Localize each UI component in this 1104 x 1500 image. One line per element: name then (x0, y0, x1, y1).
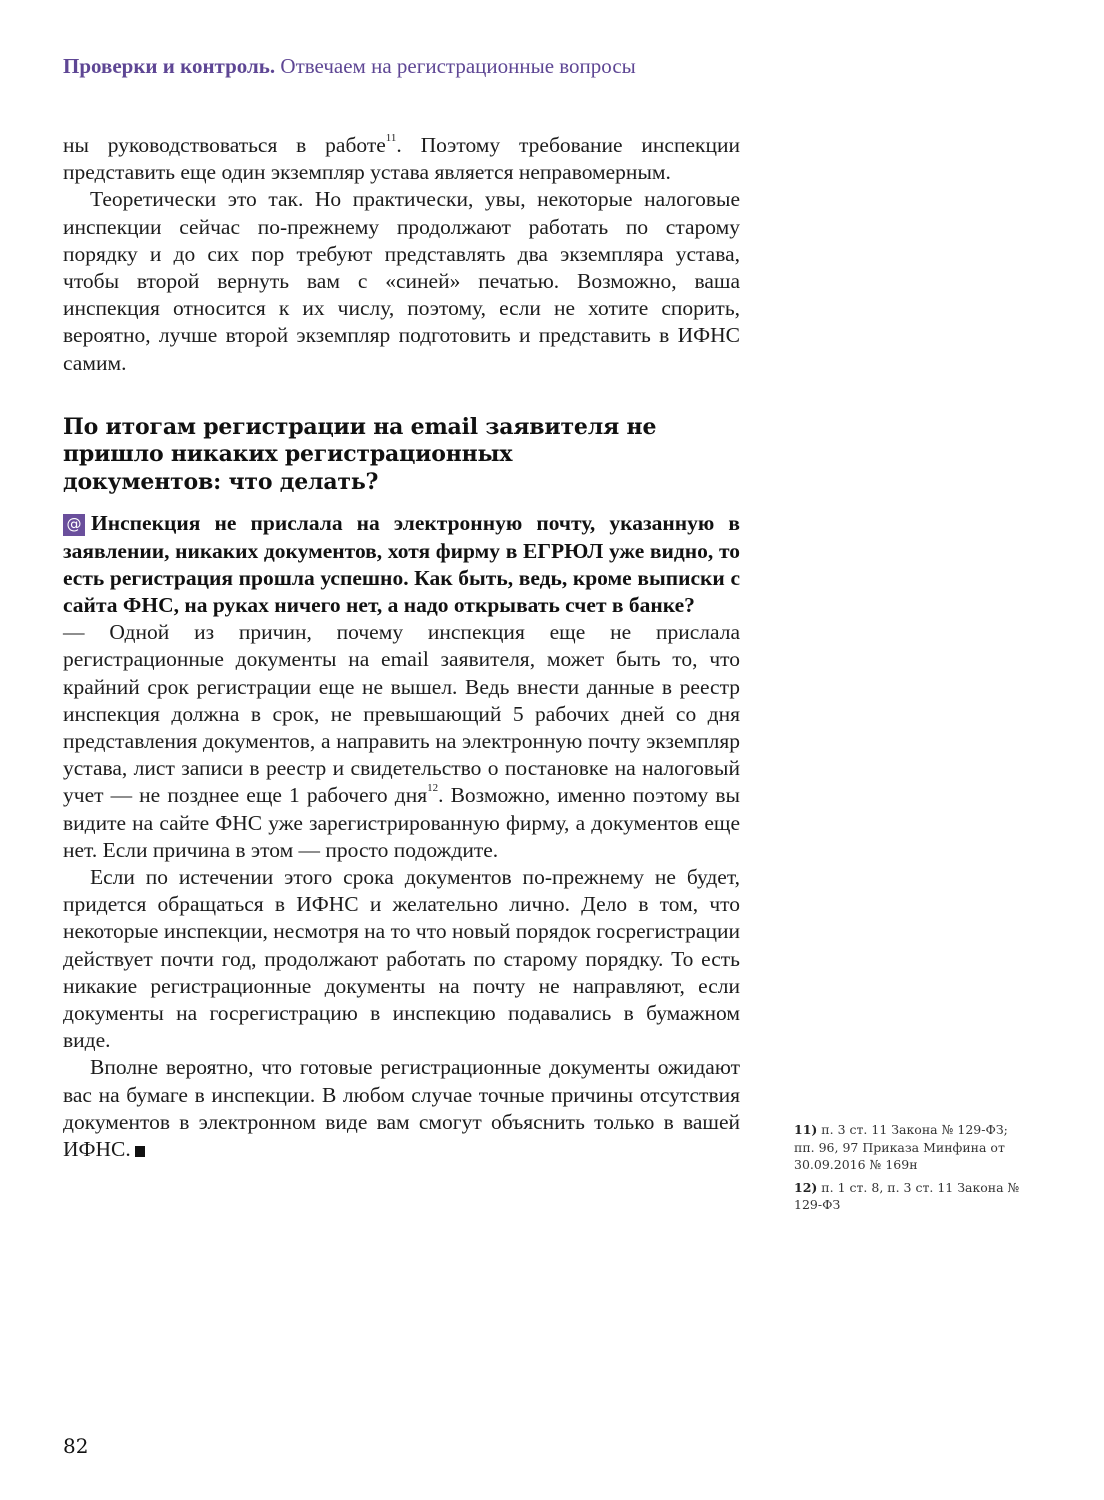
footnote-12 (794, 1179, 1024, 1214)
end-of-article-mark-icon (135, 1146, 145, 1157)
answer-paragraph (63, 619, 740, 864)
footnote-text: п. 1 ст. 8, п. 3 ст. 11 Закона № 129-ФЗ (794, 1179, 1020, 1212)
paragraph: Теоретически это так. Но практически, увы, некоторые налоговые инспекции сейчас по-прежнему продолжают работать по старому порядку и до сих пор требуют представлять два экземпляра устава, чтобы второй вернуть вам с «синей» печатью. Возможно, ваша инспекция относится к их числу, поэтому, если не хотите спорить, вероятно, лучше второй экземпляр подготовить и представить в ИФНС самим. (63, 187, 740, 375)
footnote-text: п. 3 ст. 11 Закона № 129-ФЗ; пп. 96, 97 Приказа Минфина от 30.09.2016 № 169н (794, 1122, 1008, 1172)
question-block (63, 510, 740, 619)
paragraph: Если по истечении этого срока документов по-прежнему не будет, придется обращаться в ИФНС и желательно лично. Дело в том, что некоторые инспекции, несмотря на то что новый порядок госрегистрации действует почти год, продолжают работать по старому порядку. То есть никакие регистрационные документы на почту не направляют, если документы на госрегистрацию в инспекцию подавались в бумажном виде. (63, 864, 740, 1053)
paragraph-final (63, 1054, 740, 1163)
paragraph-text: — Одной из причин, почему инспекция еще не прислала регистрационные документы на email заявителя, может быть то, что крайний срок регистрации еще не вышел. Ведь внести данные в реестр инспекция должна в срок, не превышающий 5 рабочих дней со дня представления документов, а направить на электронную почту экземпляр устава, лист записи в реестр и свидетельство о постановке на налоговый учет — не позднее еще 1 рабочего дня (63, 620, 740, 808)
paragraph-text: Вполне вероятно, что готовые регистрационные документы ожидают вас на бумаге в инспекции. В любом случае точные причины отсутствия документов в электронном виде вам смогут объяснить только в вашей ИФНС. (63, 1055, 740, 1161)
paragraph-text: . Поэтому требование инспекции представить еще один экземпляр устава является неправомерным. (63, 133, 740, 185)
main-column (63, 132, 740, 1163)
footnote-ref-11[interactable]: 11 (385, 132, 397, 144)
running-head-subtitle: Отвечаем на регистрационные вопросы (280, 54, 636, 78)
footnote-ref-12[interactable]: 12 (427, 782, 439, 795)
section-heading: По итогам регистрации на email заявителя не пришло никаких регистрационных документов: что делать? (63, 413, 657, 495)
footnote-number: 12) (794, 1179, 818, 1195)
running-head (63, 54, 636, 79)
footnote-11 (794, 1121, 1024, 1174)
paragraph-continued (63, 132, 740, 186)
question-text: Инспекция не прислала на электронную почту, указанную в заявлении, никаких документов, хотя фирму в ЕГРЮЛ уже видно, то есть регистрация прошла успешно. Как быть, ведь, кроме выписки с сайта ФНС, на руках ничего нет, а надо открывать счет в банке? (63, 511, 740, 617)
email-at-icon: @ (63, 514, 85, 536)
running-head-section: Проверки и контроль. (63, 54, 276, 78)
footnotes (794, 1121, 1024, 1219)
footnote-number: 11) (794, 1122, 818, 1137)
paragraph-text: . Возможно, именно поэтому вы видите на сайте ФНС уже зарегистрированную фирму, а документов еще нет. Если причина в этом — просто подождите. (63, 783, 740, 862)
page-number: 82 (63, 1434, 89, 1458)
paragraph-text: ны руководствоваться в работе (63, 133, 386, 157)
